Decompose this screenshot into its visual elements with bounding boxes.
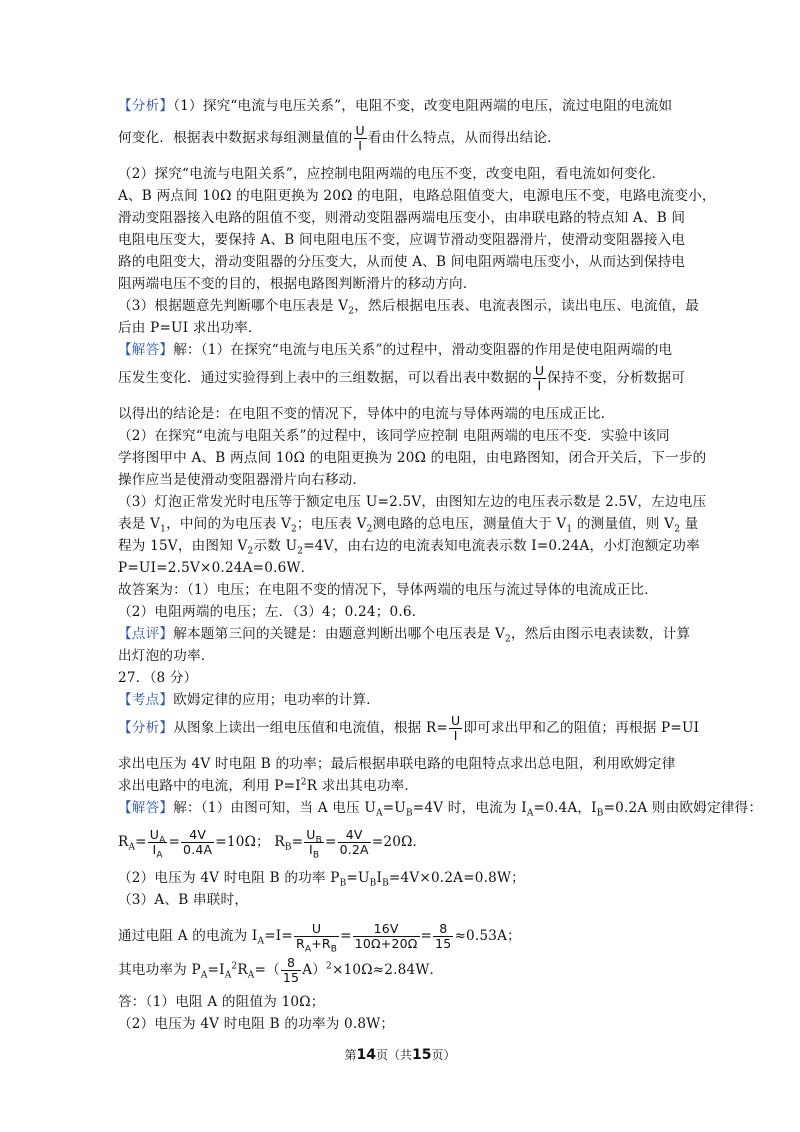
text: 压发生变化．通过实验得到上表中的三组数据，可以看出表中数据的 [118,370,532,386]
fraction-16v-over-30ohm [353,922,420,951]
subscript: 2 [674,524,681,535]
answer-line-7: （3）灯泡正常发光时电压等于额定电压 U=2.5V，由图知左边的电压表示数是 2.5V，左边电压 [118,494,707,510]
fraction-u-over-i-2 [533,364,546,393]
answer-line-11: 故答案为：（1）电压；在电阻不变的情况下，导体两端的电压与流过导体的电流成正比． [118,582,659,598]
text: 解本题第三问的关键是：由题意判断出哪个电压表是 V [173,626,505,642]
text: =4V，由右边的电流表知电流表示数 I=0.24A，小灯泡额定功率 [303,538,700,554]
numerator [148,827,168,846]
denominator: 15 [282,970,300,985]
numerator: U [534,363,545,378]
subscript: B [369,878,377,889]
equals: = [168,834,181,850]
page-number: 14 [356,1047,376,1063]
text: I [376,870,383,886]
subscript: 2 [290,524,297,535]
text: =I= [264,928,293,944]
subscript: A [376,808,383,819]
denominator: 0.4A [183,842,213,857]
numerator: U [451,713,461,728]
answer-line-12: （2）电阻两端的电压；左．（3）4；0.24；0.6． [118,604,426,620]
text: 保持不变，分析数据可 [547,370,686,386]
equals: = [135,834,147,850]
equals: = [324,834,337,850]
superscript: 2 [231,961,238,972]
answer-line-1 [118,340,672,360]
text: =0.4A，I [533,800,597,816]
fraction-8-over-15-b [281,956,301,985]
equals: = [340,928,352,944]
comment-tag: 【点评】 [118,626,174,642]
superscript: 2 [300,777,307,788]
fraction-u-over-ra-plus-rb [294,921,339,955]
analysis2-line-2: 求出电压为 4V 时电阻 B 的功率；最后根据串联电路的电阻特点求出总电阻，利用欧姆定律 [118,756,676,772]
text: 测电路的总电压，测量值大于 V [372,516,567,532]
question-number: 27．（8 分） [118,670,198,686]
subscript: 2 [348,306,355,317]
text: 其电功率为 P [118,962,201,978]
denominator: I [449,728,462,743]
total-pages: 15 [412,1047,432,1063]
fraction-ub-over-ib [304,827,324,861]
result: =20Ω． [371,834,427,850]
answer2-line-4: （3）A、B 串联时， [118,892,249,908]
subscript: A [526,808,534,819]
text: ；电压表 V [296,516,367,532]
fraction-8-over-15 [433,922,453,951]
text: 表是 V [118,516,161,532]
footer-text: 页（共 [375,1048,412,1062]
subscript: 2 [247,546,254,557]
text: 何变化．根据表中数据求每组测量值的 [118,130,353,146]
subscript: 1 [160,524,167,535]
analysis-line-6: 电阻电压变大，要保持 A、B 间电阻电压不变，应调节滑动变阻器滑片，使滑动变阻器接入电 [118,232,686,248]
answer-tag-2: 【解答】 [118,800,174,816]
text: =（ [254,962,280,978]
subscript: B [339,878,347,889]
text: ，中间的为电压表 V [166,516,291,532]
point-line [118,690,380,710]
text: 即可求出甲和乙的阻值；再根据 P=UI [463,720,700,736]
text: 从图象上读出一组电压值和电流值，根据 R= [173,720,449,736]
text: 求出电路中的电流，利用 P=I [118,778,301,794]
text: A） [302,962,327,978]
text: =U [346,870,370,886]
footer-text: 页） [431,1048,456,1062]
subscript: A [156,850,163,861]
analysis-line-2 [118,124,561,153]
subscript: A [200,970,208,981]
answer-line-9 [118,536,700,556]
ra-symbol: R [118,834,129,850]
subscript: A [128,842,136,853]
fraction-4v-over-04a [181,828,214,857]
text: R [237,962,248,978]
analysis-tag-2: 【分析】 [118,720,174,736]
fraction-4v-over-02a [338,828,371,857]
analysis-line-10: 后由 P=UI 求出功率． [118,320,262,336]
subscript: A [247,970,255,981]
text: ，然后根据电压表、电流表图示，读出电压、电流值，最 [354,298,700,314]
denominator: I [533,378,546,393]
text: 通过电阻 A 的电流为 I [118,928,258,944]
numerator [304,827,324,846]
sym: I [152,842,157,857]
text: ，然后由图示电表读数，计算 [510,626,691,642]
sym: R [295,936,305,951]
numerator: 8 [439,921,448,936]
fraction-u-over-i [354,124,367,153]
current-equation [118,921,521,955]
denominator: 15 [435,936,452,951]
numerator: 4V [189,827,207,842]
resistance-equations [118,827,427,861]
point-tag: 【考点】 [118,692,174,708]
subscript: B [315,835,322,846]
equals: = [291,834,304,850]
sym: R [321,936,331,951]
analysis-line-3: （2）探究“电流与电阻关系”，应控制电阻两端的电压不变，改变电阻，看电流如何变化． [118,166,666,182]
power-equation [118,956,443,985]
analysis2-line-1 [118,714,699,743]
text: （3）根据题意先判断哪个电压表是 V [118,298,349,314]
text: （1）探究“电流与电压关系”，电阻不变，改变电阻两端的电压，流过电阻的电流如 [173,98,673,114]
denominator: I [354,138,367,153]
analysis2-line-3 [118,776,418,796]
answer-line-4: （2）在探究“电流与电阻关系”的过程中，该同学应控制 电阻两端的电压不变．实验中该同 [118,428,670,444]
answer-line-2 [118,364,685,393]
plus: + [311,936,322,951]
text: 的测量值，则 V [572,516,675,532]
answer-line-6: 操作应当是使滑动变阻器滑片向右移动． [118,472,367,488]
subscript: B [405,808,413,819]
analysis-line-5: 滑动变阻器接入电路的阻值不变，则滑动变阻器两端电压变小，由串联电路的特点知 A、B 间 [118,210,686,226]
comment-line-2: 出灯泡的功率． [118,648,215,664]
numerator: U [311,921,322,936]
fraction-ua-over-ia [148,827,168,861]
rb-symbol: R [274,834,285,850]
answer-tag: 【解答】 [118,342,174,358]
page-footer [0,1046,800,1063]
analysis-line-1 [118,96,672,116]
subscript: 2 [504,634,511,645]
numerator: 8 [286,955,296,970]
text: ×10Ω≈2.84W． [331,962,444,978]
denominator: 10Ω+20Ω [354,936,418,951]
subscript: 2 [366,524,373,535]
subscript: B [284,842,292,853]
subscript: A [257,936,265,947]
numerator: U [355,123,365,138]
text: ≈0.53A； [454,928,521,944]
answer-line-3: 以得出的结论是：在电阻不变的情况下，导体中的电流与导体两端的电压成正比． [118,406,615,422]
comment-line-1 [118,624,690,644]
text: 程为 15V，由图知 V [118,538,248,554]
numerator: 4V [345,827,363,842]
text: R 求出其电功率． [306,778,419,794]
text: 量 [680,516,699,532]
subscript: B [382,878,389,889]
subscript: A [304,944,312,955]
denominator [294,936,339,955]
conclusion-line-1: 答：（1）电阻 A 的阻值为 10Ω； [118,994,325,1010]
text: 示数 U [253,538,298,554]
subscript: B [330,944,338,955]
conclusion-line-2: （2）电压为 4V 时电阻 B 的功率为 0.8W； [118,1016,395,1032]
text: 看由什么特点，从而得出结论． [367,130,561,146]
analysis-line-8: 阻两端电压不变的目的，根据电路图判断滑片的移动方向． [118,276,477,292]
answer-line-8 [118,514,698,534]
subscript: B [312,850,320,861]
text: =4V×0.2A=0.8W； [388,870,525,886]
text: =0.2A 则由欧姆定律得： [603,800,763,816]
text: 解：（1）由图可知，当 A 电压 U [173,800,376,816]
answer2-line-3 [118,868,525,888]
text: =U [382,800,406,816]
analysis-tag: 【分析】 [118,98,174,114]
numerator: 16V [373,921,399,936]
text: =4V 时，电流为 I [412,800,527,816]
text: =I [207,962,225,978]
result: =10Ω； [215,834,270,850]
equals: = [420,928,433,944]
text: 解：（1）在探究“电流与电压关系”的过程中，滑动变阻器的作用是使电阻两端的电 [173,342,673,358]
answer-line-10: P=UI=2.5V×0.24A=0.6W． [118,560,315,576]
analysis-line-4: A、B 两点间 10Ω 的电阻更换为 20Ω 的电阻，电路总阻值变大，电源电压不变，电路电流变小， [118,188,716,204]
answer-line-5: 学将图甲中 A、B 两点间 10Ω 的电阻更换为 20Ω 的电阻，由电路图知，闭合开关后，下一步的 [118,450,707,466]
subscript: 2 [297,546,304,557]
footer-text: 第 [344,1048,357,1062]
sym: U [149,827,160,842]
answer2-line-1 [118,798,762,818]
text: （2）电压为 4V 时电阻 B 的功率 P [118,870,340,886]
subscript: A [224,970,232,981]
fraction-u-over-i-3 [449,714,462,743]
subscript: 1 [566,524,573,535]
sym: U [306,827,316,842]
subscript: B [596,808,604,819]
analysis-line-9 [118,296,699,316]
superscript: 2 [326,961,332,972]
denominator: 0.2A [339,842,369,857]
sym: I [308,842,313,857]
analysis-line-7: 路的电阻变大，滑动变阻器的分压变大，从而使 A、B 间电阻两端电压变小，从而达到保持电 [118,254,686,270]
text: 欧姆定律的应用；电功率的计算． [173,692,381,708]
subscript: A [159,835,166,846]
